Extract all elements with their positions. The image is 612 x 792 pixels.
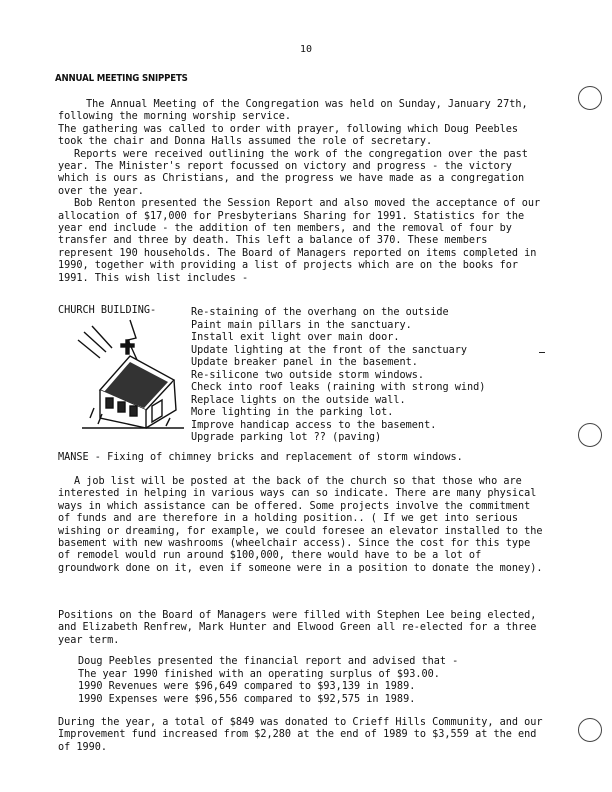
binder-hole-bottom: [578, 718, 602, 742]
wish-list: [191, 307, 485, 445]
wish-list-item: Re-staining of the overhang on the outside: [191, 307, 449, 318]
wish-list-item: Improve handicap access to the basement.: [191, 419, 437, 431]
church-clipart: [70, 318, 190, 433]
wish-list-item: Update lighting at the front of the sanctuary: [191, 344, 468, 356]
intro-paragraph: The gathering was called to order with prayer, following which Doug Peebles took the chair and Donna Halls assumed the role of secretary.: [58, 123, 519, 148]
job-list-paragraph: A job list will be posted at the back of the church so that those who are interested in helping in various ways can so indicate. There are many physical ways in which assistance can be offered. Some projects involve the commitment of funds and are therefore in a holding position.. ( If we get into serious wishing or dreaming, for example, we could foresee an elevator installed to the basement with new washrooms (wheelchair access). Since the cost for this type of remodel would run around $100,000, there would have to be a lot of groundwork done on it, even if someone were in a position to donate the money).: [58, 476, 543, 574]
church-window: [118, 402, 125, 412]
wish-list-item: Replace lights on the outside wall.: [191, 394, 406, 406]
section-heading: ANNUAL MEETING SNIPPETS: [55, 73, 188, 84]
intro-section: [58, 99, 546, 285]
church-building-label: CHURCH BUILDING-: [58, 305, 157, 316]
wish-list-item: Paint main pillars in the sanctuary.: [191, 319, 412, 331]
church-window: [106, 398, 113, 408]
page-number: 10: [299, 44, 313, 55]
binder-hole-middle: [578, 423, 602, 447]
financial-line: The year 1990 finished with an operating surplus of $93.00.: [78, 668, 440, 680]
intro-paragraph: Reports were received outlining the work of the congregation over the past year. The Minister's report focussed on victory and progress - the victory which is ours as Christians, and the progress we have made as a congregation over the year.: [58, 148, 528, 197]
intro-paragraph: The Annual Meeting of the Congregation was held on Sunday, January 27th, following the morning worship service.: [58, 99, 528, 123]
financial-line: 1990 Expenses were $96,556 compared to $92,575 in 1989.: [78, 693, 416, 705]
financial-line: 1990 Revenues were $96,649 compared to $93,139 in 1989.: [78, 681, 416, 693]
board-paragraph: Positions on the Board of Managers were filled with Stephen Lee being elected, and Elizabeth Renfrew, Mark Hunter and Elwood Green all re-elected for a three year term.: [58, 610, 537, 646]
stray-mark: [539, 352, 545, 353]
wind-lines: [78, 326, 112, 358]
wish-list-item: Install exit light over main door.: [191, 332, 400, 343]
financial-line: Doug Peebles presented the financial report and advised that -: [78, 656, 459, 667]
wish-list-item: Upgrade parking lot ?? (paving): [191, 432, 382, 443]
closing-paragraph: During the year, a total of $849 was donated to Crieff Hills Community, and our Improvement fund increased from $2,280 at the end of 1989 to $3,559 at the end of 1990.: [58, 717, 543, 753]
board-section: [58, 610, 546, 647]
binder-hole-top: [578, 86, 602, 110]
job-list-section: [58, 476, 546, 575]
wish-list-item: Update breaker panel in the basement.: [191, 357, 418, 368]
wish-list-item: Re-silicone two outside storm windows.: [191, 369, 425, 381]
wish-list-item: Check into roof leaks (raining with strong wind): [191, 382, 486, 393]
manse-line: MANSE - Fixing of chimney bricks and replacement of storm windows.: [58, 452, 463, 463]
intro-paragraph: Bob Renton presented the Session Report and also moved the acceptance of our allocation of $17,000 for Presbyterians Sharing for 1991. Statistics for the year end include - the addition of ten members, and the removal of four by transfer and three by death. This left a balance of 370. These members represent 190 households. The Board of Managers reported on items completed in 1990, together with providing a list of projects which are on the books for 1991. This wish list includes -: [58, 198, 541, 284]
church-window: [130, 406, 137, 416]
financial-report: [78, 656, 458, 706]
closing-section: [58, 717, 546, 754]
wish-list-item: More lighting in the parking lot.: [191, 407, 394, 418]
